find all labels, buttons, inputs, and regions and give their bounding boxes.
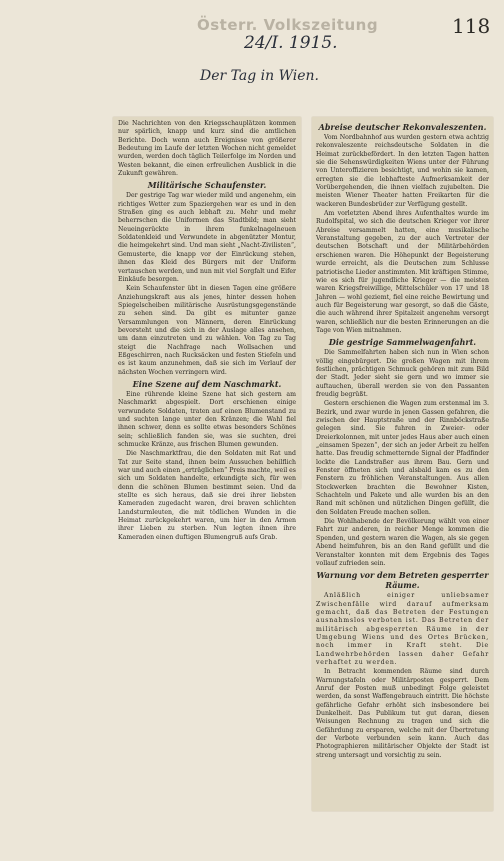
article-heading: Militärische Schaufenster. (147, 180, 267, 191)
article-paragraph: Der gestrige Tag war wieder mild und angenehm, ein richtiges Wetter zum Spaziergehen war es und in den Straßen ging es auch lebhaft zu. Mehr und mehr beherrschen die Uniformen das Stadtbild; man sieht Neueingerückte in ihrem funkelnagelneuen Soldatenkleid und Verwundete in abgenützter Montur, die heimgekehrt sind. Und man sieht „Nacht-Zivilisten“, Gemusterte, die knapp vor der Einrückung stehen, ihnen das Kleid des Bürgers mit der Uniform vertauschen werden, und nun mit viel Sorgfalt und Eifer Einkäufe besorgen. (118, 192, 296, 283)
left-clipping-text (118, 120, 296, 541)
article-paragraph: Vom Nordbahnhof aus wurden gestern etwa achtzig rekonvaleszente reichsdeutsche Soldaten in die Heimat zurückbefördert. In den letzten Tagen hatten sie die Sehenswürdigkeiten Wiens unter der Führung von Unteroffizieren besichtigt, und wohin sie kamen, erregten sie die lebhafteste Aufmerksamkeit der Vorübergehenden, die ihnen vielfach zujubelten. Die meisten Wiener Theater hatten Freikarten für die wackeren Bundesbrüder zur Verfügung gestellt. (316, 134, 489, 208)
article-paragraph: In Betracht kommenden Räume sind durch Warnungstafeln oder Militärposten gesperrt. Dem Anruf der Posten muß unbedingt Folge geleistet werden, da sonst Waffengebrauch eintritt. Die höchste gefährliche Gefahr erhöht sich insbesondere bei Dunkelheit. Das Publikum tut gut daran, diesen Weisungen Rechnung zu tragen und sich die Gefährdung zu ersparen, welche mit der Übertretung der Verbote verbunden sein kann. Auch das Photographieren militärischer Objekte der Stadt ist streng untersagt und vorsichtig zu sein. (316, 668, 489, 759)
page-number: 118 (452, 14, 491, 38)
right-clipping-text (316, 120, 489, 810)
article-paragraph: Kein Schaufenster übt in diesen Tagen eine größere Anziehungskraft aus als jenes, hinter dessen hohen Spiegelscheiben militärische Ausrüstungsgegenstände zu sehen sind. Da gibt es mitunter ganze Versammlungen von Männern, deren Einrückung bevorsteht und die sich in der Auslage alles ansehen, um dann einzutreten und zu wählen. Von Tag zu Tag steigt die Nachfrage nach Wollsachen und Eßgeschirren, nach Rucksäcken und festen Stiefeln und es ist kaum anzunehmen, daß sie sich im Verlauf der nächsten Wochen verringern wird. (118, 285, 296, 376)
newspaper-stamp: Österr. Volkszeitung (197, 16, 379, 34)
article-paragraph: Die Wohlhabende der Bevölkerung wählt von einer Fahrt zur anderen, in reicher Menge kommen die Spenden, und gestern waren die Wagen, als sie gegen Abend heimfuhren, bis an den Rand gefüllt und die Veranstalter konnten mit dem Ergebnis des Tages vollauf zufrieden sein. (316, 518, 489, 567)
article-paragraph: Anläßlich einiger unliebsamer Zwischenfälle wird darauf aufmerksam gemacht, daß das Betreten der Festungen ausnahmslos verboten ist. Das Betreten der militärisch abgesperrten Räume in der Umgebung Wiens und des Ortes Brücken, noch immer in Kraft steht. Die Landwehrbehörden lassen daher Gefahr verhaftet zu werden. (316, 592, 489, 666)
article-paragraph: Gestern erschienen die Wagen zum erstenmal im 3. Bezirk, und zwar wurde in jenen Gassen gefahren, die zwischen der Hauptstraße und der Rinnböckstraße gelegen sind. Sie fuhren in Zweier- oder Dreierkolonnen, mit unter jedes Haus aber auch einen „einsamen Spezen“, der sich an jeder Arbeit zu helfen hatte. Das freudig schmetternde Signal der Pfadfinder lockte die Landstraßer aus ihrem Bau. Gern und Fenster öffneten sich und alsbald kam es zu den Fenstern zu fröhlichen Veranstaltungen. Aus allen Stockwerken brachten die Bewohner Kisten, Schachteln und Pakete und alle wurden bis an den Rand mit schönen und nützlichen Dingen gefüllt, die den Soldaten Freude machen sollen. (316, 400, 489, 516)
article-heading: Die gestrige Sammelwagenfahrt. (328, 337, 477, 348)
article-paragraph: Die Naschmarktfrau, die den Soldaten mit Rat und Tat zur Seite stand, ihnen beim Aussuchen behilflich war und auch einen „erträglichen“ Preis machte, weil es sich um Soldaten handelte, erkundigte sich, für wen denn die schönen Blumen bestimmt seien. Und da stellte es sich heraus, daß sie drei ihrer liebsten Kameraden zugedacht waren, drei braven schlichten Landsturmleuten, die mit tödlichen Wunden in die Heimat zurückgekehrt waren, um hier in den Armen ihrer Lieben zu sterben. Nun legten ihnen ihre Kameraden einen duftigen Blumengruß aufs Grab. (118, 450, 296, 541)
article-heading: Abreise deutscher Rekonvaleszenten. (318, 122, 487, 132)
article-paragraph: Die Sammelfahrten haben sich nun in Wien schon völlig eingebürgert. Die großen Wagen mit ihrem festlichen, prächtigen Schmuck gehören mit zum Bild der Stadt. Jeder sieht sie gern und wo immer sie auftauchen, überall werden sie von den Passanten freudig begrüßt. (316, 349, 489, 398)
handwritten-date: 24/I. 1915. (244, 33, 338, 53)
article-heading: Warnung vor dem Betreten gesperrter Räume. (316, 570, 489, 591)
intro-paragraph: Die Nachrichten von den Kriegsschauplätzen kommen nur spärlich, knapp und kurz sind die amtlichen Berichte. Doch wenn auch Ereignisse von größerer Bedeutung im Laufe der letzten Wochen nicht gemeldet wurden, werden doch täglich Teilerfolge im Norden und Westen bekannt, die einen erfreulichen Ausblick in die Zukunft gewähren. (118, 120, 296, 178)
handwritten-note: Der Tag in Wien. (200, 68, 319, 84)
article-heading: Eine Szene auf dem Naschmarkt. (132, 378, 282, 389)
article-paragraph: Am vorletzten Abend ihres Aufenthaltes wurde im Rudolfspital, wo sich die deutschen Krieger vor ihrer Abreise versammelt hatten, eine musikalische Veranstaltung gegeben, zu der auch Vertreter der deutschen Botschaft und der Militärbehörden erschienen waren. Die Höhepunkt der Begeisterung wurde erreicht, als die Deutschen zum Schlusse patriotische Lieder anstimmten. Mit kräftigen Stimme, wie es sich für jugendliche Krieger — die meisten waren Kriegsfreiwillige, Mittelschüler von 17 und 18 Jahren — wohl geziemt, fiel eine reiche Bewirtung und auch für Begeisterung war gesorgt, so daß die Gäste, die auch während ihrer Spitalzeit angenehm versorgt waren, schließlich nur die besten Erinnerungen an die Tage von Wien mitnahmen. (316, 210, 489, 334)
article-paragraph: Eine rührende kleine Szene hat sich gestern am Naschmarkt abgespielt. Dort erschienen einige verwundete Soldaten, traten auf einen Blumenstand zu und suchten lange unter den Kränzen; die Wahl fiel ihnen schwer, denn es sollte etwas besonders Schönes sein; schließlich fanden sie, was sie suchten, drei schmucke Kränze, aus frischen Blumen gewunden. (118, 390, 296, 449)
